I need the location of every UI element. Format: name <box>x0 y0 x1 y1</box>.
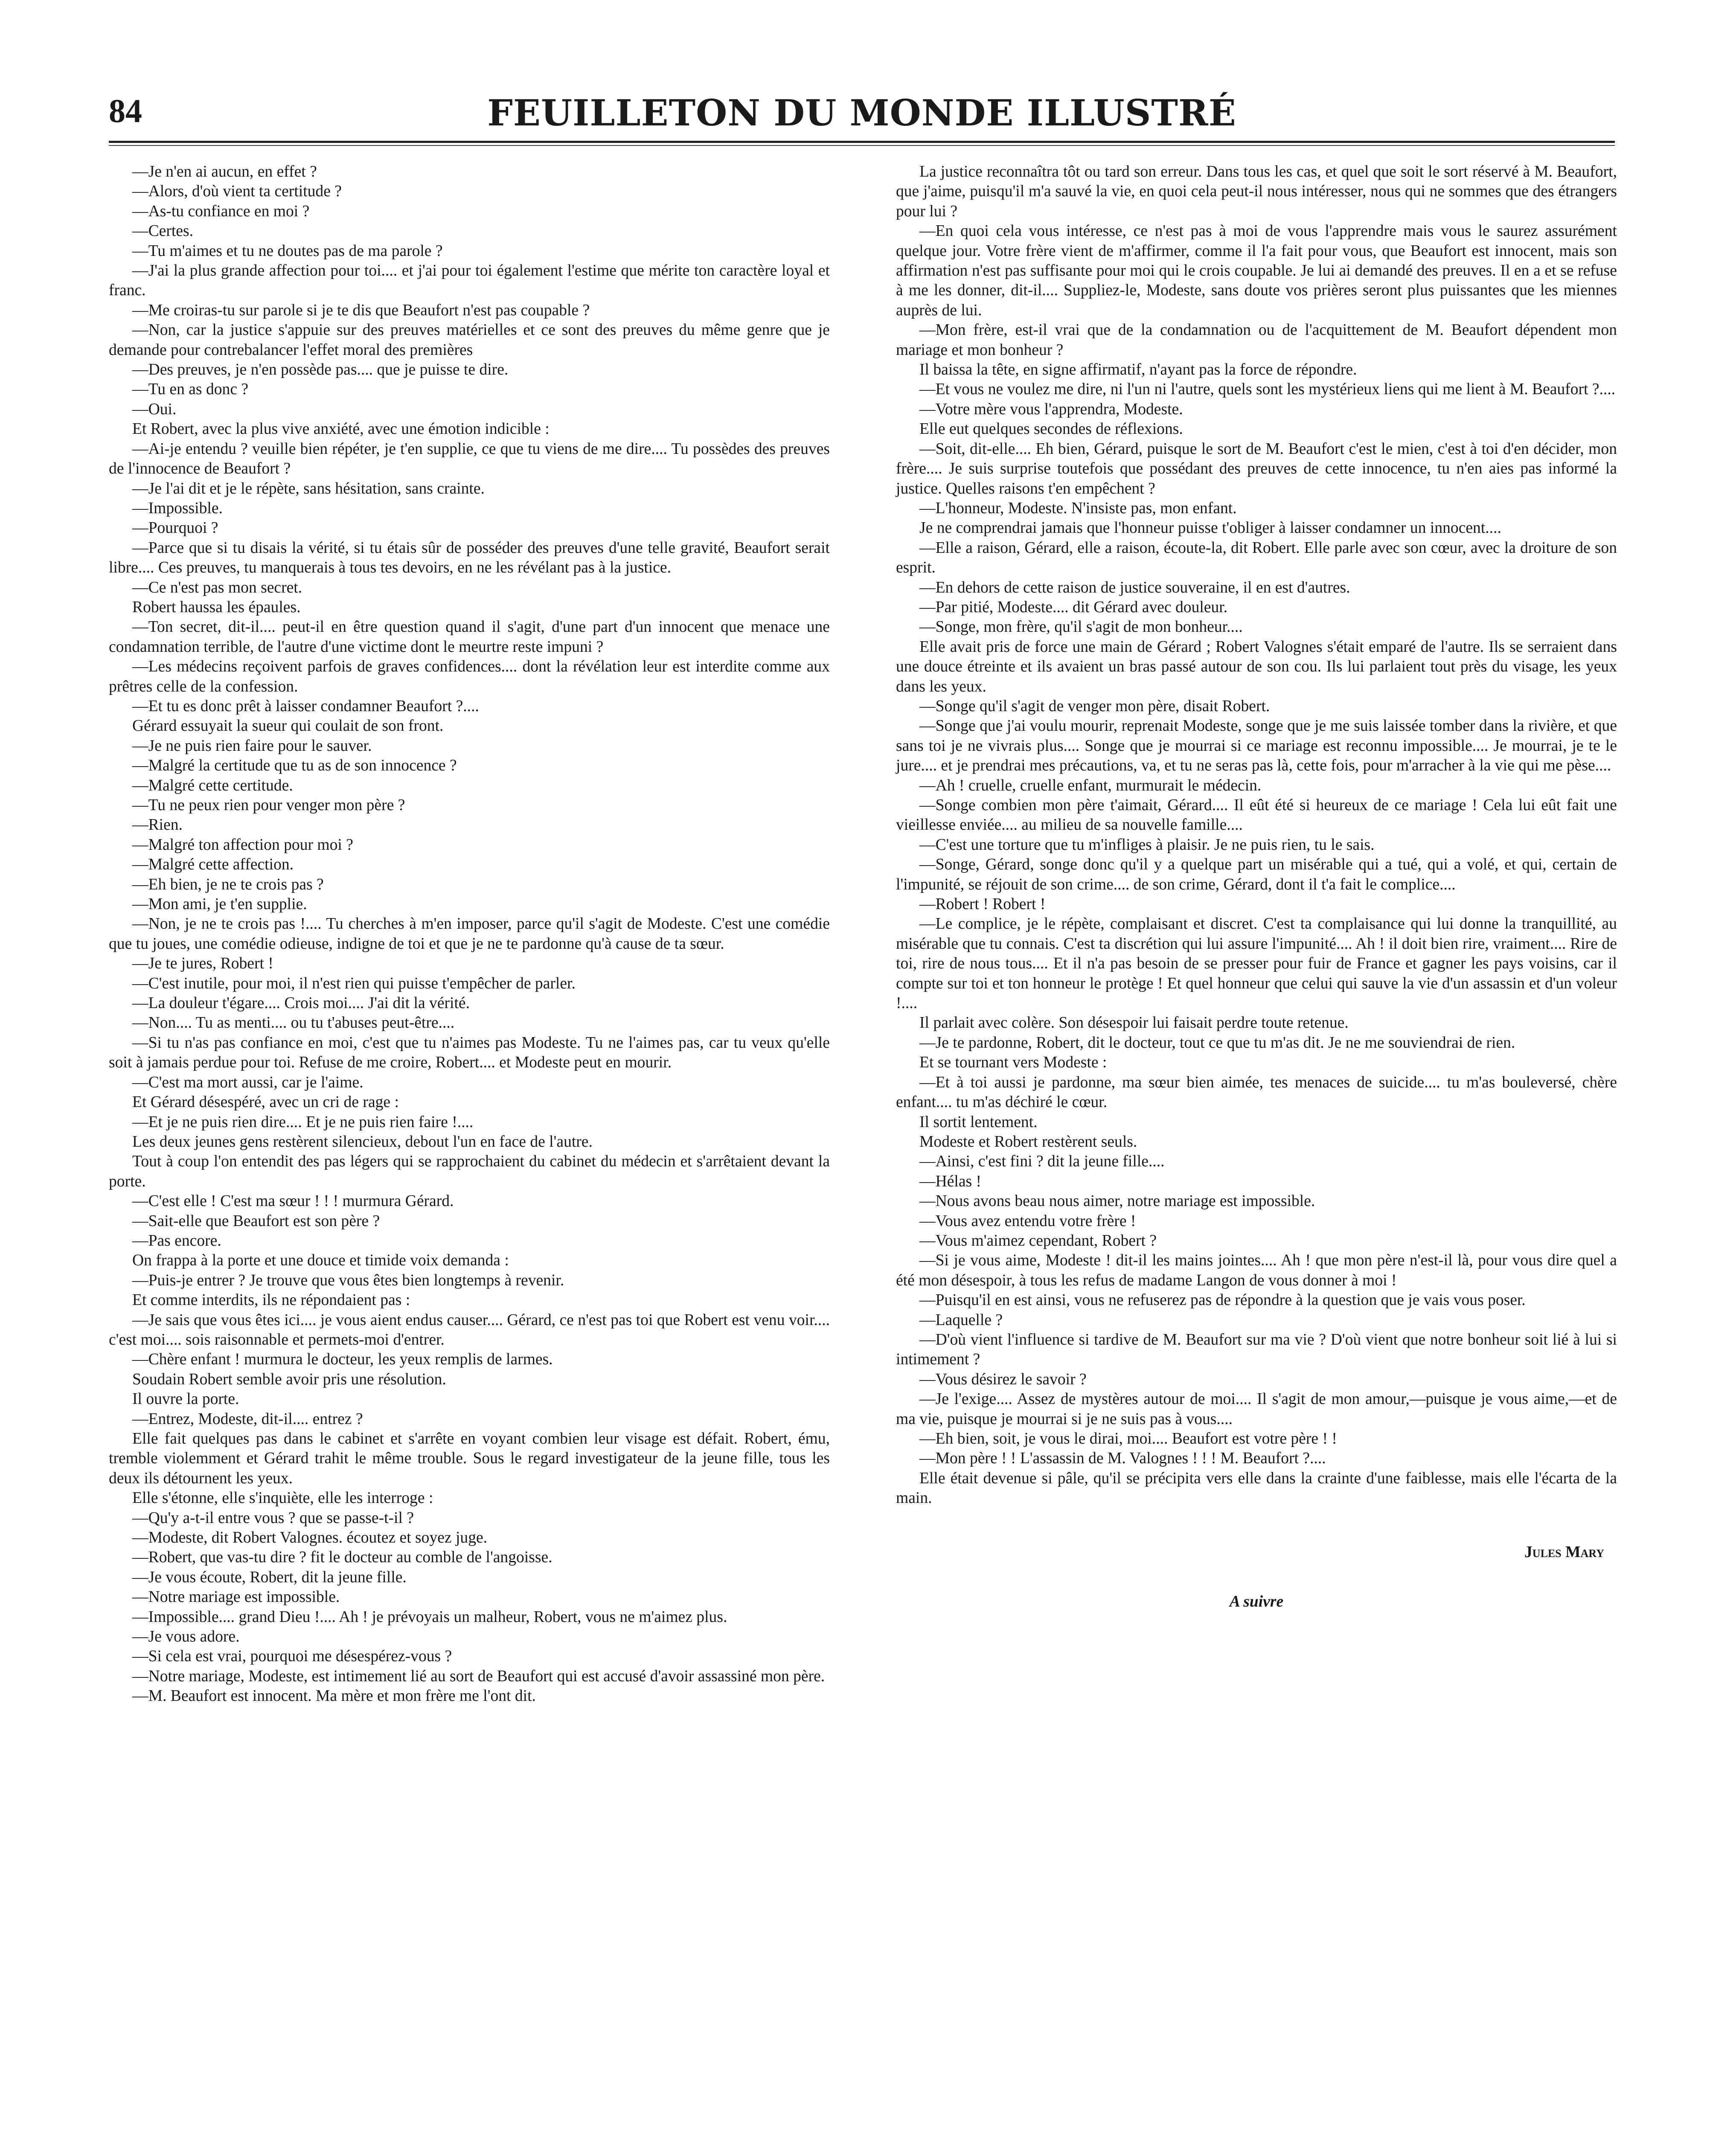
paragraph: —Non, car la justice s'appuie sur des preuves matérielles et ce sont des preuves du même genre que je demande pour contrebalancer l'effet moral des premières <box>109 321 830 359</box>
page-number: 84 <box>109 92 142 129</box>
paragraph: —Notre mariage est impossible. <box>132 1588 340 1606</box>
paragraph: —Tu m'aimes et tu ne doutes pas de ma parole ? <box>132 242 443 260</box>
paragraph: Les deux jeunes gens restèrent silencieux, debout l'un en face de l'autre. <box>132 1133 593 1151</box>
paragraph: Gérard essuyait la sueur qui coulait de son front. <box>132 717 444 735</box>
paragraph: Et Robert, avec la plus vive anxiété, avec une émotion indicible : <box>132 420 550 438</box>
paragraph: Elle fait quelques pas dans le cabinet et s'arrête en voyant combien leur visage est défait. Robert, ému, tremble violemment et Gérard trahit le même trouble. Sous le regard investigateur de la jeune fille, tous les deux ils détournent les yeux. <box>109 1430 830 1487</box>
paragraph: —Tu en as donc ? <box>132 381 249 398</box>
paragraph: —Chère enfant ! murmura le docteur, les yeux remplis de larmes. <box>132 1351 553 1369</box>
paragraph: —Certes. <box>132 222 193 240</box>
paragraph: —Nous avons beau nous aimer, notre mariage est impossible. <box>919 1192 1315 1210</box>
paragraph: Elle était devenue si pâle, qu'il se précipita vers elle dans la crainte d'une faiblesse, mais elle l'écarta de la main. <box>896 1469 1617 1507</box>
paragraph: —Ton secret, dit-il.... peut-il en être question quand il s'agit, d'une part d'un innocent que menace une condamnation terrible, de l'autre d'une victime dont le meurtre reste impuni ? <box>109 618 830 656</box>
paragraph: Il sortit lentement. <box>919 1113 1038 1131</box>
paragraph: —Mon frère, est-il vrai que de la condamnation ou de l'acquittement de M. Beaufort dépendent mon mariage et mon bonheur ? <box>896 321 1617 359</box>
paragraph: —Je te pardonne, Robert, dit le docteur, tout ce que tu m'as dit. Je ne me souviendrai de rien. <box>919 1034 1515 1052</box>
paragraph: —Ainsi, c'est fini ? dit la jeune fille.... <box>919 1153 1165 1171</box>
page-header <box>109 92 1615 143</box>
paragraph: —Non, je ne te crois pas !.... Tu cherches à m'en imposer, parce qu'il s'agit de Modeste. C'est une comédie que tu joues, une comédie odieuse, indigne de toi et que je ne te pardonne qu'à cause de ta sœur. <box>109 915 830 953</box>
paragraph: —Qu'y a-t-il entre vous ? que se passe-t-il ? <box>132 1509 414 1527</box>
header-rule <box>109 141 1615 143</box>
paragraph: —Songe que j'ai voulu mourir, reprenait Modeste, songe que je me suis laissée tomber dans la rivière, et que sans toi je ne vivrais plus.... Songe que je mourrai si ce mariage est reconnu impossible.... Je mourrai, je te le jure.... et je prendrai mes précautions, va, et tu ne seras pas là, cette fois, pour m'arracher à la vie qui me pèse.... <box>896 717 1617 775</box>
paragraph: —Votre mère vous l'apprendra, Modeste. <box>919 400 1183 418</box>
paragraph: La justice reconnaîtra tôt ou tard son erreur. Dans tous les cas, et quel que soit le sort réservé à M. Beaufort, que j'aime, puisqu'il m'a sauvé la vie, en quoi cela peut-il nous intéresser, nous qui ne sommes que des étrangers pour lui ? <box>896 163 1617 220</box>
paragraph: —Songe combien mon père t'aimait, Gérard.... Il eût été si heureux de ce mariage ! Cela lui eût fait une vieillesse enviée.... au milieu de sa nouvelle famille.... <box>896 796 1617 834</box>
paragraph: —Oui. <box>132 400 177 418</box>
paragraph: —Laquelle ? <box>919 1311 1003 1329</box>
paragraph: Et comme interdits, ils ne répondaient pas : <box>132 1291 410 1309</box>
paragraph: —J'ai la plus grande affection pour toi.... et j'ai pour toi également l'estime que mérite ton caractère loyal et franc. <box>109 262 830 299</box>
paragraph: —En dehors de cette raison de justice souveraine, il en est d'autres. <box>919 578 1350 596</box>
paragraph: —Me croiras-tu sur parole si je te dis que Beaufort n'est pas coupable ? <box>132 301 590 319</box>
paragraph: —Soit, dit-elle.... Eh bien, Gérard, puisque le sort de M. Beaufort c'est le mien, c'est à toi d'en décider, mon frère.... Je suis surprise toutefois que possédant des preuves de cette innocence, tu n'en aies pas informé la justice. Quelles raisons t'en empêchent ? <box>896 440 1617 497</box>
paragraph: —Elle a raison, Gérard, elle a raison, écoute-la, dit Robert. Elle parle avec son cœur, avec la droiture de son esprit. <box>896 539 1617 577</box>
paragraph: —Si cela est vrai, pourquoi me désespérez-vous ? <box>132 1648 452 1665</box>
paragraph: —M. Beaufort est innocent. Ma mère et mon frère me l'ont dit. <box>132 1687 536 1705</box>
continuation-note: A suivre <box>1229 1593 1284 1611</box>
paragraph: —Puis-je entrer ? Je trouve que vous êtes bien longtemps à revenir. <box>132 1271 564 1289</box>
paragraph: —Songe qu'il s'agit de venger mon père, disait Robert. <box>919 697 1270 715</box>
paragraph: —Tu ne peux rien pour venger mon père ? <box>132 796 405 814</box>
paragraph: —Je sais que vous êtes ici.... je vous aient endus causer.... Gérard, ce n'est pas toi que Robert est venu voir.... c'est moi.... sois raisonnable et permets-moi d'entrer. <box>109 1311 830 1348</box>
paragraph: —Si je vous aime, Modeste ! dit-il les mains jointes.... Ah ! que mon père n'est-il là, pour vous dire quel a été mon désespoir, à tous les refus de madame Langon de vous donner à moi ! <box>896 1252 1617 1289</box>
paragraph: —Vous désirez le savoir ? <box>919 1370 1087 1388</box>
paragraph: —Ce n'est pas mon secret. <box>132 578 302 596</box>
paragraph: Je ne comprendrai jamais que l'honneur puisse t'obliger à laisser condamner un innocent.... <box>919 519 1501 537</box>
paragraph: Il parlait avec colère. Son désespoir lui faisait perdre toute retenue. <box>919 1014 1349 1032</box>
paragraph: —Mon ami, je t'en supplie. <box>132 895 307 913</box>
paragraph: —Je l'exige.... Assez de mystères autour de moi.... Il s'agit de mon amour,—puisque je vous aime,—et de ma vie, puisque je mourrai si je ne suis pas à vous.... <box>896 1390 1617 1428</box>
paragraph: —Je vous écoute, Robert, dit la jeune fille. <box>132 1568 407 1586</box>
paragraph: —Songe, Gérard, songe donc qu'il y a quelque part un misérable qui a tué, qui a volé, et qui, certain de l'impunité, se réjouit de son crime.... de son crime, Gérard, dont il t'a fait le complice.... <box>896 856 1617 893</box>
paragraph: —Sait-elle que Beaufort est son père ? <box>132 1212 380 1230</box>
paragraph: —Impossible. <box>132 499 223 517</box>
paragraph: —Vous avez entendu votre frère ! <box>919 1212 1136 1230</box>
paragraph: —Les médecins reçoivent parfois de graves confidences.... dont la révélation leur est interdite comme aux prêtres celle de la confession. <box>109 658 830 695</box>
paragraph: —Je ne puis rien faire pour le sauver. <box>132 737 372 755</box>
paragraph: —Ah ! cruelle, cruelle enfant, murmurait le médecin. <box>919 776 1262 794</box>
paragraph: —Pourquoi ? <box>132 519 218 537</box>
paragraph: —Songe, mon frère, qu'il s'agit de mon bonheur.... <box>919 618 1243 636</box>
paragraph: —Malgré ton affection pour moi ? <box>132 836 353 854</box>
paragraph: —Je l'ai dit et je le répète, sans hésitation, sans crainte. <box>132 479 485 497</box>
left-column <box>109 162 830 1706</box>
paragraph: —C'est inutile, pour moi, il n'est rien qui puisse t'empêcher de parler. <box>132 974 576 992</box>
paragraph: —Des preuves, je n'en possède pas.... que je puisse te dire. <box>132 361 509 379</box>
paragraph: —Le complice, je le répète, complaisant et discret. C'est ta complaisance qui lui donne la tranquillité, au misérable que tu connais. C'est ta discrétion qui lui assure l'impunité.... Ah ! il doit bien rire, vraiment.... Rire de toi, rire de nous tous.... Et il n'a pas besoin de se presser pour fuir de France et gagner les pays voisins, car il compte sur toi et ton honneur le protège ! Et quel honneur que celui qui sauve la vie d'un assassin et d'un voleur !.... <box>896 915 1617 1012</box>
paragraph: —Je n'en ai aucun, en effet ? <box>132 163 317 180</box>
paragraph: —Vous m'aimez cependant, Robert ? <box>919 1232 1157 1250</box>
paragraph: —Ai-je entendu ? veuille bien répéter, je t'en supplie, ce que tu viens de me dire.... Tu possèdes des preuves de l'innocence de Beaufort ? <box>109 440 830 478</box>
paragraph: —Mon père ! ! L'assassin de M. Valognes ! ! ! M. Beaufort ?.... <box>919 1450 1326 1468</box>
paragraph: Il baissa la tête, en signe affirmatif, n'ayant pas la force de répondre. <box>919 361 1357 379</box>
paragraph: —Pas encore. <box>132 1232 221 1250</box>
paragraph: Elle avait pris de force une main de Gérard ; Robert Valognes s'était emparé de l'autre. Ils se serraient dans une douce étreinte et ils avaient un bras passé autour de son cou. Ils lui parlaient tout près du visage, les yeux dans les yeux. <box>896 638 1617 695</box>
paragraph: —C'est une torture que tu m'infliges à plaisir. Je ne puis rien, tu le sais. <box>919 836 1375 854</box>
paragraph: —Alors, d'où vient ta certitude ? <box>132 183 342 201</box>
paragraph: Et se tournant vers Modeste : <box>919 1054 1107 1072</box>
paragraph: —Entrez, Modeste, dit-il.... entrez ? <box>132 1410 363 1428</box>
paragraph: —Je vous adore. <box>132 1628 240 1646</box>
paragraph: —Eh bien, je ne te crois pas ? <box>132 875 324 893</box>
paragraph: —Par pitié, Modeste.... dit Gérard avec douleur. <box>919 598 1228 616</box>
paragraph: —Parce que si tu disais la vérité, si tu étais sûr de posséder des preuves d'une telle gravité, Beaufort serait libre.... Ces preuves, tu manquerais à tous tes devoirs, en ne les révélant pas à la justice. <box>109 539 830 577</box>
paragraph: —Et tu es donc prêt à laisser condamner Beaufort ?.... <box>132 697 479 715</box>
paragraph: Modeste et Robert restèrent seuls. <box>919 1133 1137 1151</box>
paragraph: —Modeste, dit Robert Valognes. écoutez et soyez juge. <box>132 1529 488 1547</box>
right-column <box>896 162 1617 1612</box>
running-title: FEUILLETON DU MONDE ILLUSTRÉ <box>487 92 1236 134</box>
paragraph: —Et à toi aussi je pardonne, ma sœur bien aimée, tes menaces de suicide.... tu m'as bouleversé, chère enfant.... tu m'as déchiré le cœur. <box>896 1073 1617 1111</box>
paragraph: Tout à coup l'on entendit des pas légers qui se rapprochaient du cabinet du médecin et s'arrêtaient devant la porte. <box>109 1153 830 1190</box>
paragraph: —Impossible.... grand Dieu !.... Ah ! je prévoyais un malheur, Robert, vous ne m'aimez plus. <box>132 1608 727 1626</box>
paragraph: Robert haussa les épaules. <box>132 598 301 616</box>
paragraph: —C'est elle ! C'est ma sœur ! ! ! murmura Gérard. <box>132 1192 454 1210</box>
paragraph: —Malgré cette affection. <box>132 856 294 874</box>
paragraph: Elle s'étonne, elle s'inquiète, elle les interroge : <box>132 1489 433 1507</box>
paragraph: —D'où vient l'influence si tardive de M. Beaufort sur ma vie ? D'où vient que notre bonheur soit lié à lui si intimement ? <box>896 1331 1617 1369</box>
paragraph: —En quoi cela vous intéresse, ce n'est pas à moi de vous l'apprendre mais vous le saurez assurément quelque jour. Votre frère vient de m'affirmer, comme il l'a fait pour vous, que Beaufort est innocent, mais son affirmation n'est pas suffisante pour moi qui le crois coupable. Je lui ai demandé des preuves. Il en a et se refuse à me les donner, dit-il.... Suppliez-le, Modeste, sans doute vos prières seront plus puissantes que les miennes auprès de lui. <box>896 222 1617 319</box>
author-signature: Jules Mary <box>1524 1543 1604 1561</box>
paragraph: Soudain Robert semble avoir pris une résolution. <box>132 1370 446 1388</box>
paragraph: —C'est ma mort aussi, car je l'aime. <box>132 1073 363 1091</box>
paragraph: Et Gérard désespéré, avec un cri de rage : <box>132 1093 399 1111</box>
paragraph: —Et je ne puis rien dire.... Et je ne puis rien faire !.... <box>132 1113 474 1131</box>
paragraph: —Non.... Tu as menti.... ou tu t'abuses peut-être.... <box>132 1014 455 1032</box>
paragraph: On frappa à la porte et une douce et timide voix demanda : <box>132 1252 509 1270</box>
paragraph: —As-tu confiance en moi ? <box>132 202 310 220</box>
paragraph: —Et vous ne voulez me dire, ni l'un ni l'autre, quels sont les mystérieux liens qui me lient à M. Beaufort ?.... <box>919 381 1616 398</box>
paragraph: Il ouvre la porte. <box>132 1390 239 1408</box>
paragraph: Elle eut quelques secondes de réflexions. <box>919 420 1183 438</box>
header-rule-thin <box>109 145 1615 146</box>
paragraph: —Robert, que vas-tu dire ? fit le docteur au comble de l'angoisse. <box>132 1549 552 1566</box>
paragraph: —Robert ! Robert ! <box>919 895 1046 913</box>
paragraph: —L'honneur, Modeste. N'insiste pas, mon enfant. <box>919 499 1237 517</box>
paragraph: —La douleur t'égare.... Crois moi.... J'ai dit la vérité. <box>132 994 470 1012</box>
paragraph: —Si tu n'as pas confiance en moi, c'est que tu n'aimes pas Modeste. Tu ne l'aimes pas, car tu veux qu'elle soit à jamais perdue pour toi. Refuse de me croire, Robert.... et Modeste peut en mourir. <box>109 1034 830 1072</box>
paragraph: —Puisqu'il en est ainsi, vous ne refuserez pas de répondre à la question que je vais vous poser. <box>919 1291 1526 1309</box>
paragraph: —Hélas ! <box>919 1172 982 1190</box>
paragraph: —Rien. <box>132 816 183 834</box>
paragraph: —Malgré cette certitude. <box>132 776 293 794</box>
paragraph: —Malgré la certitude que tu as de son innocence ? <box>132 757 457 775</box>
paragraph: —Je te jures, Robert ! <box>132 955 273 973</box>
paragraph: —Eh bien, soit, je vous le dirai, moi.... Beaufort est votre père ! ! <box>919 1430 1337 1447</box>
paragraph: —Notre mariage, Modeste, est intimement lié au sort de Beaufort qui est accusé d'avoir assassiné mon père. <box>132 1667 825 1685</box>
